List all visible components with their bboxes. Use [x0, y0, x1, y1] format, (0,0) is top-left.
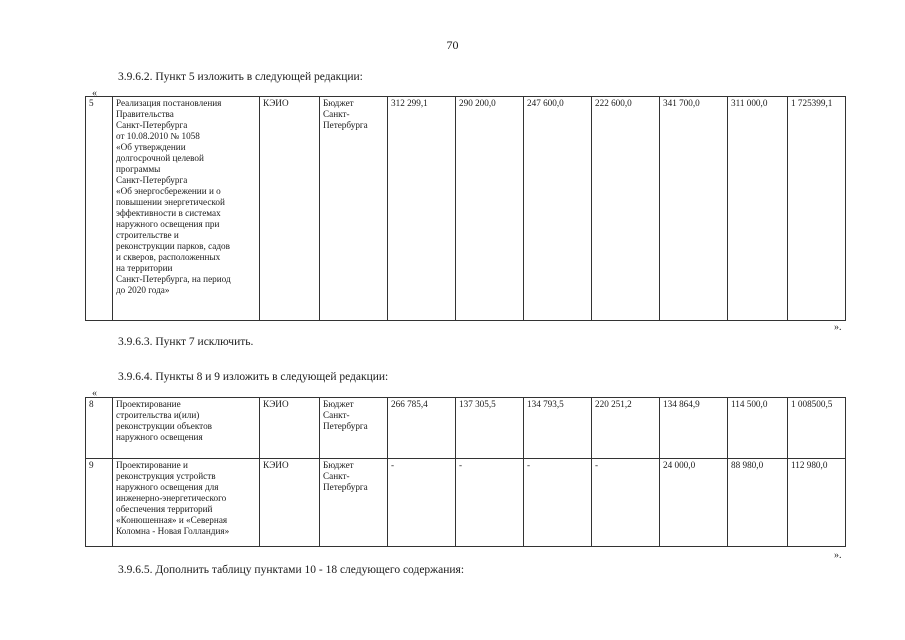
row-number: 5 — [86, 97, 113, 321]
close-quote-2: ». — [834, 550, 842, 561]
value-cell: - — [456, 459, 524, 547]
open-quote-2: « — [92, 388, 97, 399]
value-cell: 88 980,0 — [728, 459, 788, 547]
close-quote: ». — [834, 322, 842, 333]
value-cell: 266 785,4 — [388, 398, 456, 459]
section-3-9-6-4: 3.9.6.4. Пункты 8 и 9 изложить в следующей редакции: — [118, 371, 389, 383]
section-3-9-6-2: 3.9.6.2. Пункт 5 изложить в следующей редакции: — [118, 71, 363, 83]
row-number: 8 — [86, 398, 113, 459]
open-quote: « — [92, 88, 97, 99]
row-name: Реализация постановления Правительства Санкт-Петербурга от 10.08.2010 № 1058 «Об утверждении долгосрочной целевой программы Санкт-Петербурга «Об энергосбережении и о повышении энергетической эффективности в системах наружного освещения при строительстве и реконструкции парков, садов и скверов, расположенных на территории Санкт-Петербурга, на период до 2020 года» — [113, 97, 260, 321]
value-cell: - — [524, 459, 592, 547]
value-cell: 222 600,0 — [592, 97, 660, 321]
table-item-5 — [85, 96, 846, 321]
row-executor: КЭИО — [260, 97, 320, 321]
row-name: Проектирование строительства и(или) реконструкции объектов наружного освещения — [113, 398, 260, 459]
row-executor: КЭИО — [260, 459, 320, 547]
table-row — [86, 459, 846, 547]
row-source: Бюджет Санкт- Петербурга — [320, 398, 388, 459]
row-source: Бюджет Санкт- Петербурга — [320, 459, 388, 547]
value-cell: 220 251,2 — [592, 398, 660, 459]
table-row — [86, 398, 846, 459]
value-cell: 290 200,0 — [456, 97, 524, 321]
total-cell: 112 980,0 — [788, 459, 846, 547]
row-name: Проектирование и реконструкция устройств наружного освещения для инженерно-энергетического обеспечения территорий «Конюшенная» и «Северная Коломна - Новая Голландия» — [113, 459, 260, 547]
page-number: 70 — [446, 38, 459, 52]
value-cell: 24 000,0 — [660, 459, 728, 547]
value-cell: 114 500,0 — [728, 398, 788, 459]
value-cell: 134 864,9 — [660, 398, 728, 459]
value-cell: - — [592, 459, 660, 547]
row-executor: КЭИО — [260, 398, 320, 459]
value-cell: 341 700,0 — [660, 97, 728, 321]
value-cell: 137 305,5 — [456, 398, 524, 459]
table-row — [86, 97, 846, 321]
total-cell: 1 725399,1 — [788, 97, 846, 321]
section-3-9-6-5: 3.9.6.5. Дополнить таблицу пунктами 10 - 18 следующего содержания: — [118, 564, 465, 576]
value-cell: 311 000,0 — [728, 97, 788, 321]
section-3-9-6-3: 3.9.6.3. Пункт 7 исключить. — [118, 336, 254, 348]
total-cell: 1 008500,5 — [788, 398, 846, 459]
value-cell: 247 600,0 — [524, 97, 592, 321]
row-source: Бюджет Санкт- Петербурга — [320, 97, 388, 321]
row-number: 9 — [86, 459, 113, 547]
table-items-8-9 — [85, 397, 846, 547]
value-cell: 312 299,1 — [388, 97, 456, 321]
value-cell: - — [388, 459, 456, 547]
value-cell: 134 793,5 — [524, 398, 592, 459]
